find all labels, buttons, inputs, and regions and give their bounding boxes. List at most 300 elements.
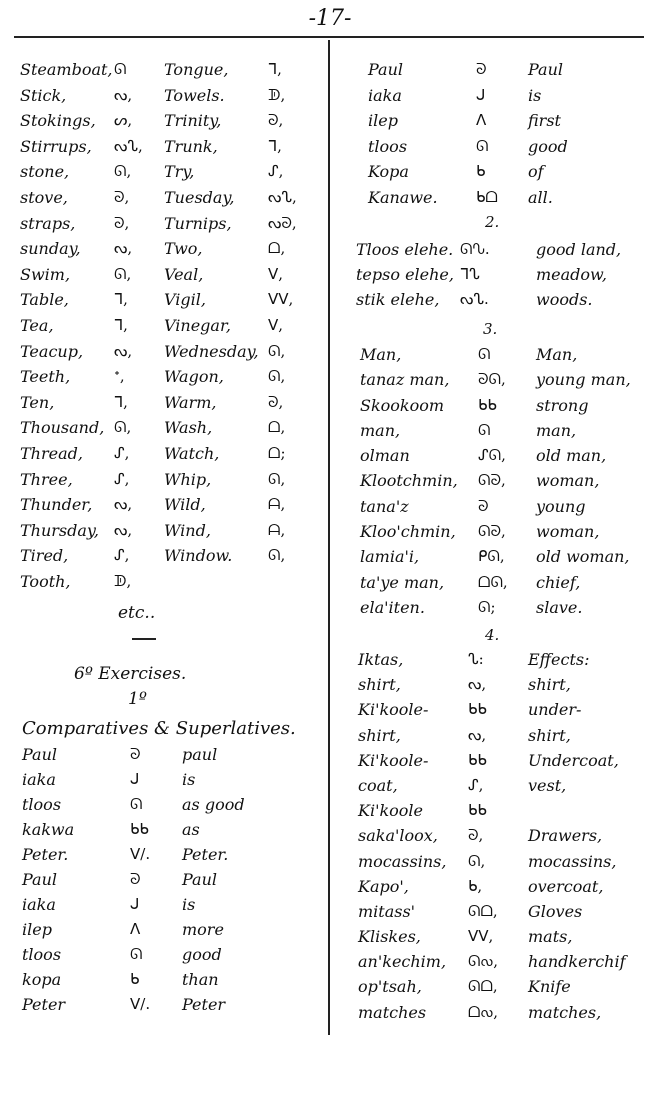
shorthand-symbol: ᘏᘐ, (478, 471, 506, 490)
shorthand-symbol: ᘏ (130, 945, 143, 963)
term-word: Peter. (22, 845, 69, 864)
shorthand-symbol: ᔑᘏ, (478, 446, 506, 465)
translation-word: Window. (164, 546, 233, 566)
exercises-heading: 6º Exercises. (74, 664, 187, 684)
translation-word: good (528, 136, 568, 156)
shorthand-symbol: ᘏ (114, 60, 127, 78)
shorthand-symbol: ᗝ, (268, 239, 286, 258)
term-word: Thursday, (20, 520, 99, 540)
term-word: Paul (22, 745, 58, 764)
shorthand-symbol: ᔓᔐ, (114, 136, 143, 155)
term-word: tloos (368, 136, 408, 156)
translation-word: Trinity, (164, 111, 222, 131)
translation-row (358, 801, 648, 826)
right-top-list (368, 60, 648, 213)
shorthand-symbol: ᔑ, (468, 775, 484, 794)
shorthand-symbol: ᗫ, (268, 85, 286, 104)
translation-word: overcoat, (528, 876, 604, 896)
shorthand-symbol: ᔕ, (114, 111, 133, 130)
shorthand-symbol: ᔑ, (268, 162, 284, 181)
page-number: -17- (308, 6, 352, 31)
shorthand-symbol: ᐩ, (114, 367, 125, 386)
translation-word: man, (536, 420, 577, 440)
term-word: sunday, (20, 239, 81, 259)
exercise-row (22, 745, 322, 770)
shorthand-symbol: ᔑ, (114, 443, 130, 462)
exercise-row (22, 845, 322, 870)
term-word: Tooth, (20, 571, 71, 591)
term-word: Thread, (20, 443, 83, 463)
translation-row (358, 902, 648, 927)
shorthand-symbol: ᑲᗝ (476, 187, 498, 206)
translation-word: chief, (536, 572, 581, 592)
vocabulary-row (20, 188, 320, 214)
translation-word: under- (528, 700, 582, 720)
term-word: iaka (368, 85, 402, 105)
translation-row (358, 1003, 648, 1028)
term-word: Kliskes, (358, 927, 421, 947)
shorthand-symbol: ᔓ, (114, 341, 133, 360)
vocabulary-row (20, 86, 320, 112)
term-word: straps, (20, 213, 76, 233)
vocabulary-row (20, 162, 320, 188)
term-word: tloos (22, 795, 62, 814)
shorthand-symbol: ᒣ, (114, 290, 128, 309)
shorthand-symbol: ᐱ (476, 111, 487, 129)
translation-word: Effects: (528, 650, 590, 669)
translation-word: young (536, 496, 586, 516)
translation-row (360, 370, 650, 395)
shorthand-symbol: ᑲᑲ (130, 820, 149, 838)
term-word: Ki'koole- (358, 750, 429, 770)
term-word: shirt, (358, 675, 401, 695)
translation-word: is (182, 770, 196, 789)
translation-word: Wagon, (164, 367, 224, 387)
translation-word: shirt, (528, 725, 571, 745)
shorthand-symbol: ᑭᘏ, (478, 547, 505, 566)
translation-word: young man, (536, 370, 631, 390)
translation-word: vest, (528, 775, 567, 795)
shorthand-symbol: ᑲ (476, 162, 486, 180)
shorthand-symbol: ᘏ, (114, 418, 132, 437)
translation-word: Towels. (164, 85, 225, 105)
translation-word: Paul (182, 870, 218, 889)
translation-word: good land, (536, 240, 622, 259)
translation-word: slave. (536, 597, 583, 617)
vocabulary-row (20, 290, 320, 316)
term-word: tanaz man, (360, 370, 450, 390)
shorthand-symbol: ᘏ, (468, 851, 486, 870)
exercise-row (22, 795, 322, 820)
shorthand-symbol: ᐱ (130, 920, 141, 938)
shorthand-symbol: ᗫ, (114, 571, 132, 590)
term-word: coat, (358, 775, 398, 795)
translation-row (368, 60, 648, 86)
term-word: Iktas, (358, 650, 404, 669)
shorthand-symbol: ᒣᔐ (460, 265, 480, 283)
translation-word: handkerchif (528, 952, 626, 972)
term-word: ilep (368, 111, 398, 130)
shorthand-symbol: ᔓ, (114, 85, 133, 104)
exercise-row (22, 995, 322, 1020)
shorthand-symbol: ᔐ: (468, 650, 484, 668)
header-rule (14, 36, 644, 38)
term-word: stik elehe, (356, 290, 440, 309)
shorthand-symbol: ᘏ (478, 420, 491, 439)
translation-word: Whip, (164, 469, 212, 489)
translation-row (356, 265, 646, 290)
translation-row (360, 547, 650, 572)
translation-word: of (528, 162, 544, 181)
term-word: tepso elehe, (356, 265, 454, 284)
translation-word: Peter. (182, 845, 229, 864)
shorthand-symbol: ᘐᘏ, (478, 370, 506, 389)
shorthand-symbol: ᘐ (476, 60, 487, 78)
translation-word: shirt, (528, 675, 571, 695)
section-1-number: 1º (128, 689, 147, 709)
shorthand-symbol: ᔓ, (468, 725, 487, 744)
term-word: Klootchmin, (360, 471, 458, 491)
shorthand-symbol: ᘏᔓ, (468, 952, 499, 971)
translation-word: Trunk, (164, 136, 218, 156)
translation-word: old man, (536, 446, 607, 466)
shorthand-symbol: ᗝ, (268, 418, 286, 437)
shorthand-symbol: ᔓᘐ, (268, 213, 297, 232)
vocabulary-row (20, 470, 320, 496)
shorthand-symbol: ᐯ, (268, 264, 284, 283)
vocabulary-row (20, 137, 320, 163)
term-word: ela'iten. (360, 597, 425, 617)
section-4-list (358, 650, 648, 1028)
shorthand-symbol: ᘏᗝ, (468, 901, 498, 920)
translation-word: as (182, 820, 200, 839)
translation-word: as good (182, 795, 245, 814)
translation-word: Paul (528, 60, 564, 79)
term-word: tloos (22, 945, 62, 964)
shorthand-symbol: ᗝᘏ, (478, 572, 508, 591)
shorthand-symbol: ᘏ (130, 795, 143, 813)
translation-row (368, 162, 648, 188)
vocabulary-row (20, 60, 320, 86)
translation-row (360, 497, 650, 522)
term-word: Ten, (20, 392, 55, 412)
shorthand-symbol: ᘏ (478, 345, 491, 363)
translation-word: mats, (528, 927, 573, 947)
shorthand-symbol: ᔓ, (114, 239, 133, 258)
translation-word: Veal, (164, 264, 204, 284)
translation-word: woman, (536, 522, 600, 542)
term-word: Kopa (368, 162, 409, 181)
vocabulary-row (20, 239, 320, 265)
shorthand-symbol: ᔓ, (114, 520, 133, 539)
term-word: Tloos elehe. (356, 240, 454, 259)
shorthand-symbol: ᑲᑲ (468, 750, 487, 769)
term-word: Peter (22, 995, 66, 1014)
translation-row (358, 852, 648, 877)
shorthand-symbol: ᔓ, (468, 675, 487, 694)
translation-row (358, 927, 648, 952)
shorthand-symbol: ᘏᗝ, (468, 977, 498, 996)
term-word: Skookoom (360, 395, 445, 415)
section-4-number: 4. (485, 626, 500, 644)
vocabulary-row (20, 214, 320, 240)
translation-word: Wednesday, (164, 341, 259, 361)
translation-word: old woman, (536, 547, 630, 567)
vocabulary-row (20, 418, 320, 444)
term-word: olman (360, 446, 410, 466)
term-word: ta'ye man, (360, 572, 445, 592)
shorthand-symbol: ᘏ, (268, 546, 286, 565)
shorthand-symbol: ᘏ, (114, 162, 132, 181)
shorthand-symbol: ᒣ, (268, 136, 282, 155)
translation-row (368, 86, 648, 112)
vocabulary-row (20, 546, 320, 572)
shorthand-symbol: ᘐ, (468, 826, 484, 845)
translation-word: Warm, (164, 392, 217, 412)
exercise-row (22, 920, 322, 945)
vocabulary-row (20, 521, 320, 547)
shorthand-symbol: ᒍ (476, 85, 486, 104)
shorthand-symbol: ᘏ, (268, 367, 286, 386)
translation-word: Try, (164, 162, 195, 182)
shorthand-symbol: ᒣ, (114, 392, 128, 411)
translation-word: Watch, (164, 443, 220, 463)
translation-row (368, 111, 648, 137)
term-word: op'tsah, (358, 977, 422, 997)
shorthand-symbol: ᔓᔐ, (268, 187, 297, 206)
section-1-title: Comparatives & Superlatives. (22, 718, 296, 739)
shorthand-symbol: ᑲ, (468, 876, 483, 895)
translation-row (360, 522, 650, 547)
shorthand-symbol: ᘐ, (114, 213, 130, 232)
shorthand-symbol: ᒣ, (114, 315, 128, 334)
translation-word: matches, (528, 1002, 602, 1022)
section-2-list (356, 240, 646, 315)
term-word: kopa (22, 970, 62, 989)
translation-word: than (182, 970, 219, 989)
translation-row (360, 345, 650, 370)
translation-row (358, 700, 648, 725)
translation-word: Man, (536, 345, 578, 364)
shorthand-symbol: ᘐ (130, 745, 141, 763)
section-3-number: 3. (483, 320, 498, 338)
shorthand-symbol: ᘏ, (268, 469, 286, 488)
term-word: ilep (22, 920, 52, 939)
translation-word: is (528, 85, 542, 105)
term-word: Thousand, (20, 418, 105, 438)
vocabulary-row (20, 495, 320, 521)
translation-word: Tuesday, (164, 187, 235, 207)
shorthand-symbol: ᘏᔐ. (460, 240, 490, 258)
translation-word: Vigil, (164, 290, 206, 310)
shorthand-symbol: ᒍ (130, 770, 140, 788)
translation-word: is (182, 895, 196, 914)
translation-word: more (182, 920, 224, 939)
term-word: Three, (20, 469, 73, 489)
translation-word: Undercoat, (528, 750, 619, 770)
shorthand-symbol: ᘏ, (114, 264, 132, 283)
shorthand-symbol: ᔓ, (114, 495, 133, 514)
vocabulary-row (20, 444, 320, 470)
translation-word: Two, (164, 239, 203, 259)
translation-row (368, 137, 648, 163)
translation-word: Turnips, (164, 213, 232, 233)
exercise-row (22, 895, 322, 920)
translation-word: strong (536, 395, 589, 415)
term-word: man, (360, 420, 401, 440)
term-word: mocassins, (358, 851, 447, 871)
term-word: Paul (22, 870, 58, 889)
shorthand-symbol: ᑲᑲ (478, 395, 497, 414)
term-word: tana'z (360, 496, 409, 516)
vocabulary-row (20, 111, 320, 137)
translation-word: Vinegar, (164, 315, 231, 335)
term-word: Kloo'chmin, (360, 522, 456, 542)
translation-word: meadow, (536, 265, 607, 284)
vocabulary-row (20, 367, 320, 393)
exercise-row (22, 770, 322, 795)
shorthand-symbol: ᐯ/. (130, 845, 151, 863)
exercise-row (22, 945, 322, 970)
translation-word: first (528, 111, 561, 130)
term-word: saka'loox, (358, 826, 438, 846)
exercise-row (22, 970, 322, 995)
translation-word: woman, (536, 471, 600, 491)
translation-row (358, 826, 648, 851)
translation-row (358, 877, 648, 902)
translation-word: paul (182, 745, 218, 764)
vocabulary-row (20, 316, 320, 342)
term-word: an'kechim, (358, 952, 447, 972)
exercise-row (22, 870, 322, 895)
vocabulary-row (20, 572, 320, 598)
translation-word: mocassins, (528, 851, 617, 871)
translation-word: Drawers, (528, 826, 603, 846)
translation-row (360, 396, 650, 421)
translation-row (360, 421, 650, 446)
shorthand-symbol: ᐯᐯ, (468, 927, 494, 946)
etc-text: etc.. (118, 603, 156, 623)
term-word: Steamboat, (20, 60, 113, 79)
translation-row (358, 751, 648, 776)
term-word: Teacup, (20, 341, 84, 361)
translation-row (358, 726, 648, 751)
term-word: Kanawe. (368, 187, 438, 207)
shorthand-symbol: ᗩ, (268, 495, 286, 514)
term-word: Tea, (20, 315, 54, 335)
translation-row (358, 776, 648, 801)
term-word: Stick, (20, 85, 67, 105)
section-2-number: 2. (485, 213, 500, 231)
shorthand-symbol: ᐯᐯ, (268, 290, 294, 309)
shorthand-symbol: ᑲᑲ (468, 801, 487, 820)
term-word: Stirrups, (20, 136, 92, 156)
shorthand-symbol: ᘐ, (268, 392, 284, 411)
translation-row (356, 290, 646, 315)
term-word: mitass' (358, 901, 416, 921)
shorthand-symbol: ᘐ (478, 496, 489, 515)
term-word: matches (358, 1002, 427, 1022)
translation-row (360, 598, 650, 623)
shorthand-symbol: ᒣ, (268, 60, 282, 78)
shorthand-symbol: ᘏ, (268, 341, 286, 360)
term-word: stone, (20, 162, 70, 182)
vocabulary-list (20, 60, 320, 597)
translation-row (358, 650, 648, 675)
translation-row (368, 188, 648, 214)
translation-row (358, 675, 648, 700)
translation-word: Knife (528, 977, 571, 997)
shorthand-symbol: ᔑ, (114, 546, 130, 565)
term-word: Ki'koole- (358, 700, 429, 720)
shorthand-symbol: ᔓᔐ. (460, 290, 489, 308)
shorthand-symbol: ᑲᑲ (468, 700, 487, 719)
exercise-a (22, 745, 322, 870)
term-word: stove, (20, 187, 68, 207)
vocabulary-row (20, 265, 320, 291)
translation-word: Wild, (164, 495, 206, 515)
term-word: Table, (20, 290, 69, 310)
vocabulary-row (20, 342, 320, 368)
shorthand-symbol: ᘏ; (478, 597, 496, 616)
shorthand-symbol: ᑲ (130, 970, 140, 988)
shorthand-symbol: ᐯ, (268, 315, 284, 334)
translation-word: woods. (536, 290, 593, 309)
term-word: Man, (360, 345, 402, 364)
translation-row (360, 573, 650, 598)
translation-row (358, 977, 648, 1002)
translation-row (358, 952, 648, 977)
translation-word: Peter (182, 995, 226, 1014)
translation-word: Tongue, (164, 60, 229, 79)
shorthand-symbol: ᒍ (130, 895, 140, 913)
term-word: kakwa (22, 820, 75, 839)
term-word: Paul (368, 60, 404, 79)
term-word: Stokings, (20, 111, 96, 131)
shorthand-symbol: ᘐ, (114, 187, 130, 206)
term-word: iaka (22, 770, 56, 789)
shorthand-symbol: ᘐ, (268, 111, 284, 130)
term-word: Teeth, (20, 367, 71, 387)
shorthand-symbol: ᐯ/. (130, 995, 151, 1013)
shorthand-symbol: ᘐ (130, 870, 141, 888)
separator-dash (132, 638, 156, 640)
vocabulary-row (20, 393, 320, 419)
term-word: Swim, (20, 264, 71, 284)
shorthand-symbol: ᗝ; (268, 443, 286, 462)
shorthand-symbol: ᗩ, (268, 520, 286, 539)
shorthand-symbol: ᔑ, (114, 469, 130, 488)
translation-word: Wind, (164, 520, 211, 540)
shorthand-symbol: ᗝᔓ, (468, 1002, 499, 1021)
term-word: Ki'koole (358, 801, 424, 821)
translation-word: good (182, 945, 222, 964)
term-word: iaka (22, 895, 56, 914)
exercise-row (22, 820, 322, 845)
translation-word: Wash, (164, 418, 213, 438)
term-word: shirt, (358, 725, 401, 745)
translation-row (356, 240, 646, 265)
shorthand-symbol: ᘏᘐ, (478, 522, 506, 541)
term-word: Thunder, (20, 495, 93, 515)
term-word: lamia'i, (360, 547, 420, 567)
exercise-b (22, 870, 322, 1020)
translation-row (360, 471, 650, 496)
translation-row (360, 446, 650, 471)
translation-word: Gloves (528, 901, 583, 921)
shorthand-symbol: ᘏ (476, 136, 489, 155)
column-divider (328, 40, 330, 1035)
